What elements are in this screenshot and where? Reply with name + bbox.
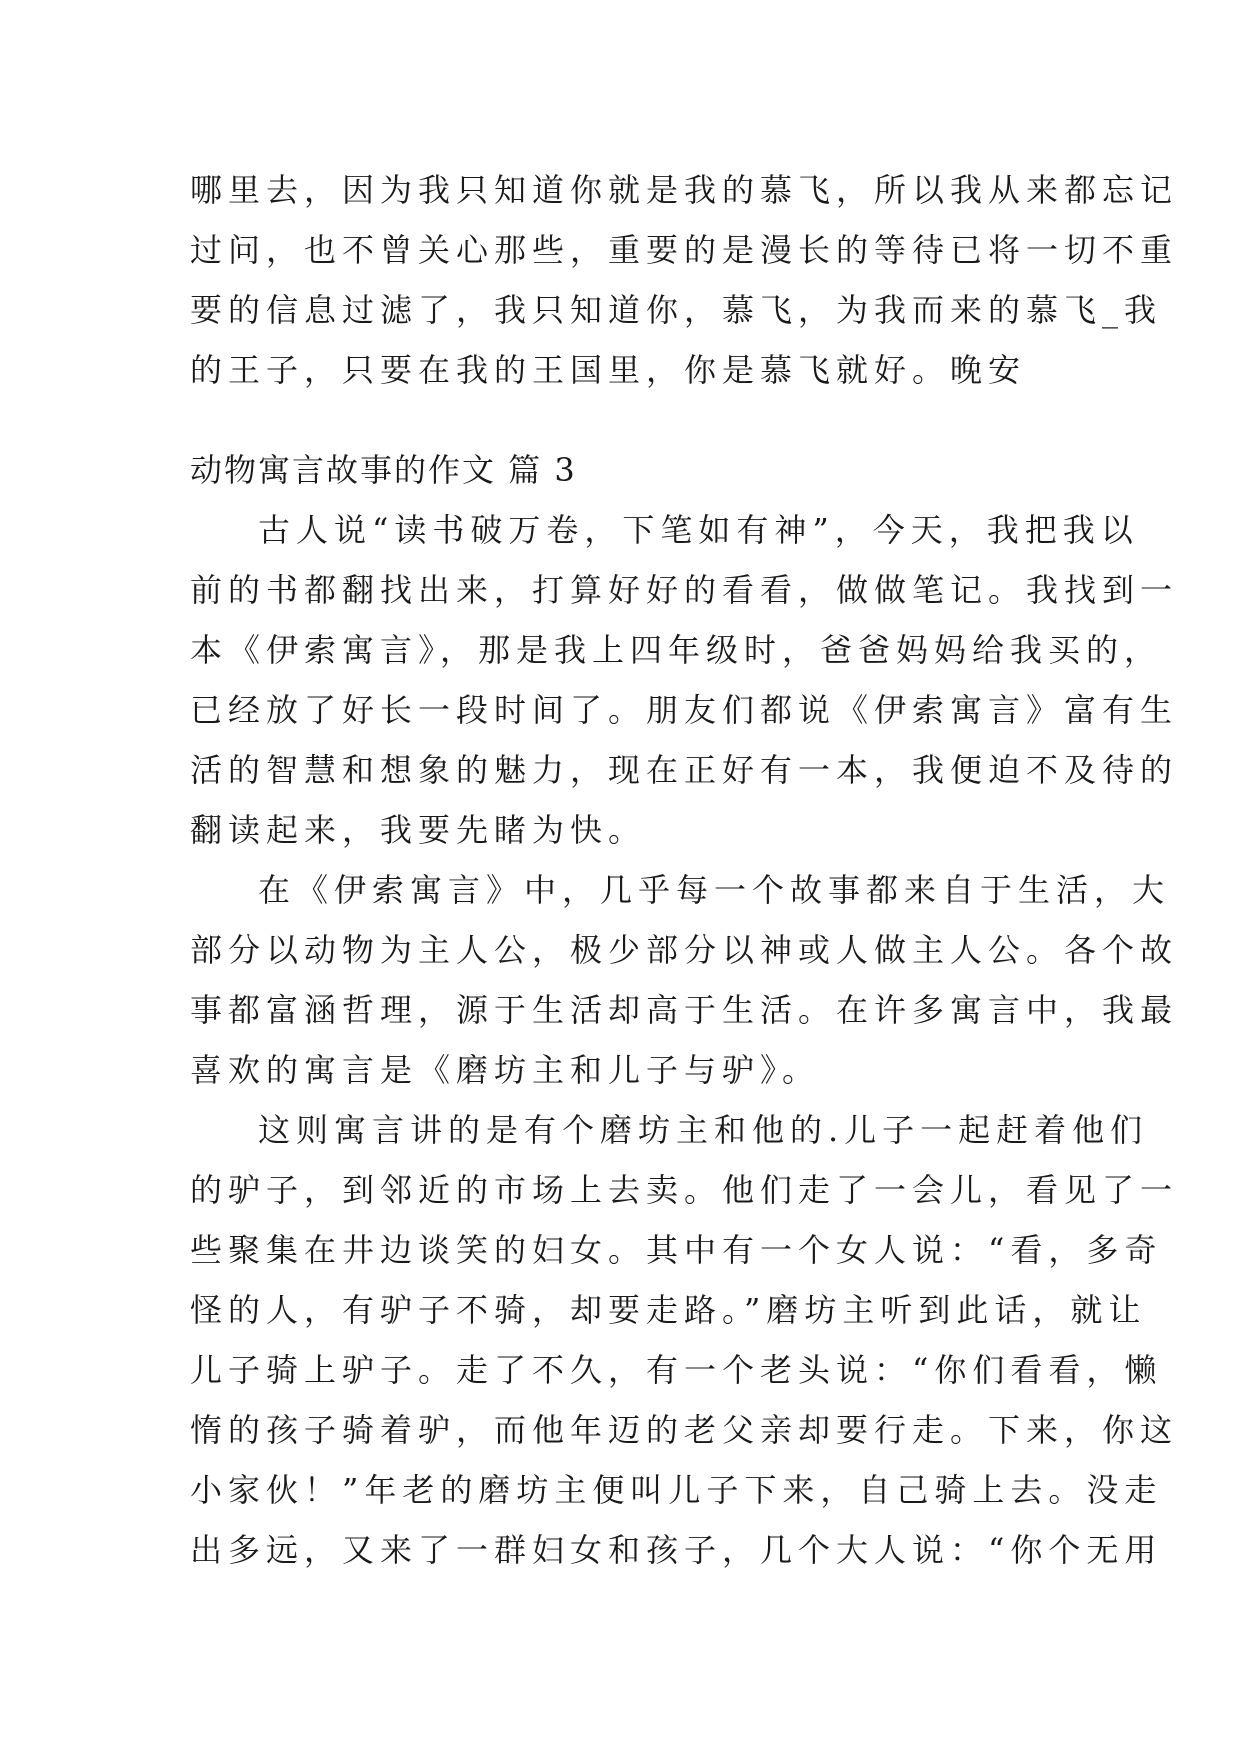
- text-line: 的驴子，到邻近的市场上去卖。他们走了一会儿，看见了一: [190, 1171, 1179, 1209]
- text-line: 前的书都翻找出来，打算好好的看看，做做笔记。我找到一: [190, 571, 1179, 609]
- text-line: 哪里去，因为我只知道你就是我的慕飞，所以我从来都忘记: [190, 171, 1179, 209]
- paragraph-3: [190, 1100, 1179, 1580]
- text-line: 已经放了好长一段时间了。朋友们都说《伊索寓言》富有生: [190, 691, 1179, 729]
- paragraph-1: [190, 500, 1179, 860]
- text-line: 本《伊索寓言》，那是我上四年级时，爸爸妈妈给我买的，: [190, 631, 1163, 669]
- continued-paragraph: [190, 160, 1179, 400]
- text-line: 事都富涵哲理，源于生活却高于生活。在许多寓言中，我最: [190, 991, 1179, 1029]
- text-line: 的王子，只要在我的王国里，你是慕飞就好。晚安: [190, 351, 1027, 389]
- text-line: 这则寓言讲的是有个磨坊主和他的.儿子一起赶着他们: [258, 1111, 1149, 1149]
- text-line: 翻读起来，我要先睹为快。: [190, 811, 647, 849]
- text-line: 部分以动物为主人公，极少部分以神或人做主人公。各个故: [190, 931, 1179, 969]
- text-line: 出多远，又来了一群妇女和孩子，几个大人说：“你个无用: [190, 1531, 1163, 1569]
- paragraph-2: [190, 860, 1179, 1100]
- text-line: 些聚集在井边谈笑的妇女。其中有一个女人说：“看，多奇: [190, 1231, 1163, 1269]
- text-line: 要的信息过滤了，我只知道你，慕飞，为我而来的慕飞_我: [190, 291, 1163, 329]
- text-line: 在《伊索寓言》中，几乎每一个故事都来自于生活，大: [258, 871, 1171, 909]
- section-gap: [190, 400, 1070, 440]
- text-line: 儿子骑上驴子。走了不久，有一个老头说：“你们看看，懒: [190, 1351, 1163, 1389]
- text-line: 惰的孩子骑着驴，而他年迈的老父亲却要行走。下来，你这: [190, 1411, 1179, 1449]
- text-line: 活的智慧和想象的魅力，现在正好有一本，我便迫不及待的: [190, 751, 1179, 789]
- text-line: 过问，也不曾关心那些，重要的是漫长的等待已将一切不重: [190, 231, 1179, 269]
- section-heading: 动物寓言故事的作文 篇 3: [190, 451, 577, 489]
- text-line: 喜欢的寓言是《磨坊主和儿子与驴》。: [190, 1051, 821, 1089]
- text-line: 怪的人，有驴子不骑，却要走路。”磨坊主听到此话，就让: [190, 1291, 1147, 1329]
- text-line: 古人说“读书破万卷，下笔如有神”，今天，我把我以: [258, 511, 1139, 549]
- document-body: [190, 160, 1179, 1580]
- text-line: 小家伙！”年老的磨坊主便叫儿子下来，自己骑上去。没走: [190, 1471, 1163, 1509]
